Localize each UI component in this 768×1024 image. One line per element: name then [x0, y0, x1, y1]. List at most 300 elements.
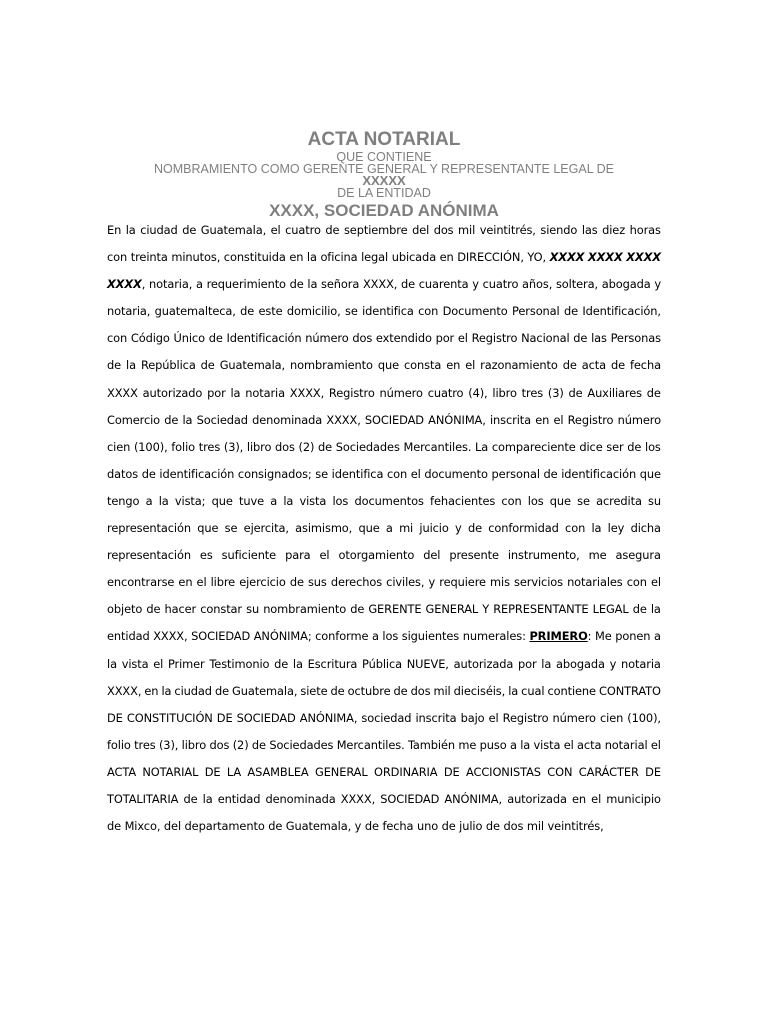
word: Comercio — [107, 412, 161, 427]
word: me — [458, 737, 477, 752]
word: de — [268, 819, 283, 834]
word: el — [563, 737, 574, 752]
word: la — [650, 602, 661, 617]
word: a — [145, 493, 153, 508]
word: tengo — [107, 493, 140, 508]
word: contiene — [547, 683, 596, 698]
word: para — [285, 548, 311, 563]
word: con — [107, 331, 128, 346]
word: fehacientes — [430, 493, 496, 508]
word: se — [224, 521, 238, 536]
word: en — [446, 358, 461, 373]
word: siendo — [540, 223, 578, 237]
word: ANÓNIMA; — [253, 629, 312, 644]
word: a — [195, 277, 203, 292]
word: DE — [204, 764, 221, 779]
word: la — [292, 656, 303, 671]
word: el — [465, 358, 476, 373]
word: juicio — [419, 521, 449, 536]
word: con — [386, 466, 408, 481]
word: sociedad — [361, 710, 412, 725]
word: notaria, — [148, 277, 193, 292]
word: las — [581, 223, 598, 237]
word: consta — [404, 358, 442, 373]
word: personal — [491, 466, 540, 481]
word: dos — [352, 331, 373, 346]
word: vista; — [174, 493, 206, 508]
word: XXXX, — [107, 683, 142, 698]
paragraph-line — [107, 569, 661, 596]
word: datos — [107, 466, 139, 481]
word: numerales: — [462, 629, 526, 644]
word: conformidad — [488, 521, 559, 536]
word: SOCIEDAD — [236, 710, 296, 725]
word: y — [654, 277, 661, 292]
word: de — [350, 602, 365, 617]
word: el — [591, 791, 602, 806]
word: XXXX, — [326, 412, 361, 427]
paragraph-line — [107, 596, 661, 623]
paragraph-line — [107, 623, 661, 650]
word: el — [457, 331, 468, 346]
word: GENERAL — [314, 764, 368, 779]
word: a — [385, 521, 393, 536]
paragraph-line — [107, 380, 661, 407]
word: Sociedad — [196, 412, 248, 427]
word: legal — [361, 250, 389, 265]
word: ANÓNIMA, — [299, 710, 358, 725]
word: que — [197, 521, 219, 536]
word: el — [319, 548, 330, 563]
word: domicilio, — [286, 304, 341, 319]
word: que — [377, 358, 400, 373]
word: constar — [200, 602, 243, 617]
word: ubicada — [391, 250, 437, 265]
word: soltera, — [555, 277, 598, 292]
word: mil — [526, 819, 544, 834]
word: se — [577, 493, 590, 508]
word: dicha — [630, 521, 661, 536]
word: denominada — [265, 791, 336, 806]
word: presente — [449, 548, 499, 563]
word: Y — [482, 602, 490, 617]
word: de — [325, 223, 340, 237]
word: folio — [107, 737, 131, 752]
word: de — [182, 223, 197, 237]
word: Guatemala, — [232, 683, 298, 698]
document-title: ACTA NOTARIAL — [307, 129, 461, 150]
word: Guatemala, — [285, 819, 352, 834]
word: de — [441, 819, 456, 834]
word: Pública — [362, 656, 403, 671]
word: SOCIEDAD — [364, 412, 424, 427]
word: mil — [458, 223, 476, 237]
word: mis — [490, 575, 510, 590]
word: la — [125, 223, 136, 237]
word: ASAMBLEA — [247, 764, 309, 779]
word: representación — [107, 521, 191, 536]
word: de — [543, 466, 558, 481]
word: el — [553, 412, 564, 427]
word: de — [467, 521, 482, 536]
word: siguientes — [401, 629, 460, 644]
word: La — [475, 439, 489, 454]
word: de — [401, 277, 416, 292]
word: de — [141, 466, 156, 481]
word: DIRECCIÓN, — [457, 250, 524, 265]
word: y — [609, 656, 617, 671]
paragraph-line — [107, 732, 661, 759]
word: ley — [607, 521, 625, 536]
word: fecha — [629, 358, 661, 373]
word: oficina — [320, 250, 358, 265]
word: República — [140, 358, 196, 373]
word: Código — [130, 331, 170, 346]
word: (4), — [468, 385, 488, 400]
word: del — [412, 223, 430, 237]
header-line-4: DE LA ENTIDAD — [337, 186, 431, 200]
word: DE — [443, 764, 460, 779]
word: libre — [210, 575, 236, 590]
word: cuatro — [285, 223, 321, 237]
paragraph-line — [107, 786, 661, 813]
word: a — [371, 629, 379, 644]
word: acredita — [596, 493, 642, 508]
word: acta — [577, 737, 602, 752]
word: por — [207, 385, 226, 400]
word: la — [161, 683, 172, 698]
word: autorizada — [453, 656, 514, 671]
word: de — [214, 683, 229, 698]
word: que — [549, 493, 571, 508]
paragraph-line — [107, 759, 661, 786]
word: que — [211, 493, 233, 508]
word: de — [251, 737, 266, 752]
word: ejercita, — [243, 521, 289, 536]
word: dos — [503, 819, 524, 834]
word: a — [653, 629, 661, 644]
word: inscrita — [415, 710, 457, 725]
word: (2) — [232, 737, 249, 752]
word: GENERAL — [425, 602, 479, 617]
word: documento — [424, 466, 488, 481]
word: libro — [246, 439, 272, 454]
word: y — [354, 819, 362, 834]
word: de — [274, 656, 289, 671]
word: tres — [134, 737, 156, 752]
word: (3) — [547, 385, 564, 400]
word: Escritura — [307, 656, 358, 671]
word: su — [246, 602, 260, 617]
word: abogada — [555, 656, 605, 671]
word: documentos — [354, 493, 424, 508]
word: Mercantiles. — [403, 439, 472, 454]
word: la — [520, 737, 531, 752]
word: la — [182, 412, 193, 427]
word: uno — [416, 819, 439, 834]
word: a — [509, 737, 517, 752]
word: civiles, — [386, 575, 425, 590]
header-line-3: XXXXX — [362, 173, 406, 188]
word: representación — [107, 548, 191, 563]
word: la — [306, 250, 317, 265]
word: número — [552, 710, 596, 725]
word: ANÓNIMA, — [428, 412, 486, 427]
word: encontrarse — [107, 575, 175, 590]
word: Registro — [471, 331, 518, 346]
header-line-1: QUE CONTIENE — [336, 150, 432, 164]
word: de — [289, 277, 304, 292]
word: Mixco, — [124, 819, 161, 834]
word: departamento — [184, 819, 265, 834]
word: por — [435, 331, 455, 346]
word: puso — [479, 737, 507, 752]
word: es — [199, 548, 213, 563]
word: TOTALITARIA — [107, 791, 179, 806]
word: de — [627, 439, 642, 454]
word: en — [144, 683, 159, 698]
word: de — [562, 358, 577, 373]
word: de — [568, 385, 583, 400]
word: en — [178, 575, 193, 590]
word: dos — [433, 223, 454, 237]
word: ciudad — [174, 683, 212, 698]
word: (100), — [133, 439, 168, 454]
word: cuatro — [482, 277, 519, 292]
word: la — [508, 683, 519, 698]
word: treinta — [130, 250, 168, 265]
word: municipio — [606, 791, 661, 806]
word: la — [202, 791, 213, 806]
word: NOTARIAL — [142, 764, 199, 779]
word: tres — [521, 385, 544, 400]
word: Documento — [442, 304, 508, 319]
word: suficiente — [221, 548, 277, 563]
word: (100), — [627, 710, 661, 725]
word: Testimonio — [209, 656, 270, 671]
word: veintitrés, — [479, 223, 536, 237]
word: ciudad — [140, 223, 178, 237]
word: se — [315, 466, 329, 481]
paragraph-line — [107, 461, 661, 488]
word: de — [240, 304, 255, 319]
word: de — [330, 683, 345, 698]
word: de — [107, 819, 122, 834]
word: en — [571, 791, 587, 806]
word: Auxiliares — [587, 385, 642, 400]
word: CONTRATO — [599, 683, 661, 698]
word: con — [107, 250, 128, 265]
word: PRIMERO: — [529, 629, 592, 644]
word: CON — [547, 764, 573, 779]
word: XXXX — [107, 385, 138, 400]
word: Nacional — [521, 331, 570, 346]
word: los — [645, 439, 661, 454]
word: de — [208, 331, 223, 346]
word: Registro — [502, 710, 549, 725]
word: identificación — [561, 466, 637, 481]
word: inscrita — [489, 412, 532, 427]
word: y — [455, 521, 462, 536]
word: XXXX, — [153, 629, 188, 644]
word: los — [382, 629, 399, 644]
word: Mercantiles. — [336, 737, 405, 752]
word: denominada — [252, 412, 323, 427]
word: de — [318, 439, 333, 454]
paragraph-line — [107, 488, 661, 515]
word: REPRESENTANTE — [493, 602, 589, 617]
word: y — [428, 575, 436, 590]
word: Identificación, — [582, 304, 661, 319]
document-header — [0, 129, 768, 221]
word: nombramiento — [263, 602, 347, 617]
word: en — [535, 412, 550, 427]
word: identificación — [159, 466, 235, 481]
word: XXXX, — [289, 385, 325, 400]
word: ponen — [615, 629, 651, 644]
word: la — [230, 385, 241, 400]
word: GERENTE — [368, 602, 422, 617]
word: las — [591, 331, 607, 346]
word: Único — [173, 331, 205, 346]
word: entidad — [217, 791, 261, 806]
word: CARÁCTER — [578, 764, 639, 779]
word: de — [289, 575, 304, 590]
word: tres — [198, 439, 221, 454]
word: También — [407, 737, 456, 752]
word: SOCIEDAD — [380, 791, 440, 806]
word: vista — [299, 493, 327, 508]
word: de — [632, 602, 647, 617]
word: diez — [602, 223, 626, 237]
word: acta — [581, 358, 606, 373]
word: de — [107, 358, 122, 373]
word: de — [183, 791, 198, 806]
paragraph-line — [107, 434, 661, 461]
word: XXXX — [626, 250, 661, 265]
word: nombramiento — [290, 358, 373, 373]
word: ORDINARIA — [373, 764, 438, 779]
paragraph-line — [107, 217, 661, 244]
word: instrumento, — [507, 548, 580, 563]
paragraph-line — [107, 515, 661, 542]
word: de — [393, 683, 408, 698]
word: veintitrés, — [547, 819, 604, 834]
word: julio — [459, 819, 483, 834]
word: asegura — [615, 548, 661, 563]
word: Guatemala, — [219, 358, 286, 373]
paragraph-line — [107, 244, 661, 271]
word: mi — [399, 521, 414, 536]
word: me — [588, 548, 607, 563]
word: señora — [321, 277, 360, 292]
word: dos — [209, 737, 230, 752]
word: objeto — [107, 602, 143, 617]
word: requerimiento — [206, 277, 286, 292]
word: que — [639, 466, 661, 481]
word: notarial — [604, 737, 648, 752]
paragraph-line — [107, 813, 661, 840]
word: del — [163, 819, 182, 834]
word: de — [573, 331, 588, 346]
word: años, — [522, 277, 553, 292]
word: octubre — [347, 683, 391, 698]
word: la — [158, 493, 169, 508]
word: derechos — [330, 575, 383, 590]
word: (3), — [158, 737, 179, 752]
paragraph-line — [107, 325, 661, 352]
word: ACTA — [107, 764, 137, 779]
word: en — [439, 250, 454, 265]
word: la — [307, 277, 318, 292]
word: notaria — [245, 385, 285, 400]
word: Personas — [610, 331, 661, 346]
word: la — [126, 358, 136, 373]
word: la — [591, 521, 602, 536]
word: ejercicio — [239, 575, 286, 590]
word: el — [650, 575, 661, 590]
word: número — [617, 412, 661, 427]
word: de — [200, 358, 215, 373]
word: cual — [521, 683, 545, 698]
header-line-2: NOMBRAMIENTO COMO GERENTE GENERAL Y REPRESENTANTE LEGAL DE — [153, 162, 615, 176]
word: a — [270, 493, 278, 508]
word: LEGAL — [592, 602, 629, 617]
word: YO, — [527, 250, 547, 265]
word: la — [107, 656, 117, 671]
word: de — [646, 385, 661, 400]
word: DE — [216, 710, 233, 725]
word: cuatro — [427, 385, 464, 400]
word: ACCIONISTAS — [465, 764, 541, 779]
word: Personal — [512, 304, 560, 319]
word: folio — [171, 439, 196, 454]
word: número — [379, 385, 423, 400]
word: En — [107, 223, 122, 237]
word: fecha — [382, 819, 414, 834]
word: los — [527, 493, 544, 508]
word: extendido — [375, 331, 432, 346]
word: el — [153, 656, 164, 671]
word: el — [410, 466, 421, 481]
word: Registro — [567, 412, 614, 427]
word: dice — [579, 439, 603, 454]
word: de — [563, 304, 578, 319]
word: el — [488, 710, 499, 725]
word: siete — [300, 683, 328, 698]
word: dos — [410, 683, 431, 698]
word: dieciséis, — [453, 683, 506, 698]
word: el — [196, 575, 207, 590]
word: asimismo, — [295, 521, 353, 536]
word: la — [283, 493, 294, 508]
word: libro — [492, 385, 517, 400]
word: razonamiento — [480, 358, 558, 373]
paragraph-line — [107, 298, 661, 325]
word: por — [517, 656, 537, 671]
word: DE — [645, 764, 661, 779]
word: XXXX, — [340, 791, 376, 806]
word: requiere — [439, 575, 486, 590]
word: en — [289, 250, 304, 265]
word: autorizada — [507, 791, 567, 806]
word: constituida — [223, 250, 286, 265]
word: con — [501, 493, 522, 508]
word: autorizado — [142, 385, 203, 400]
word: de — [485, 819, 500, 834]
paragraph-line — [107, 705, 661, 732]
word: de — [364, 819, 379, 834]
